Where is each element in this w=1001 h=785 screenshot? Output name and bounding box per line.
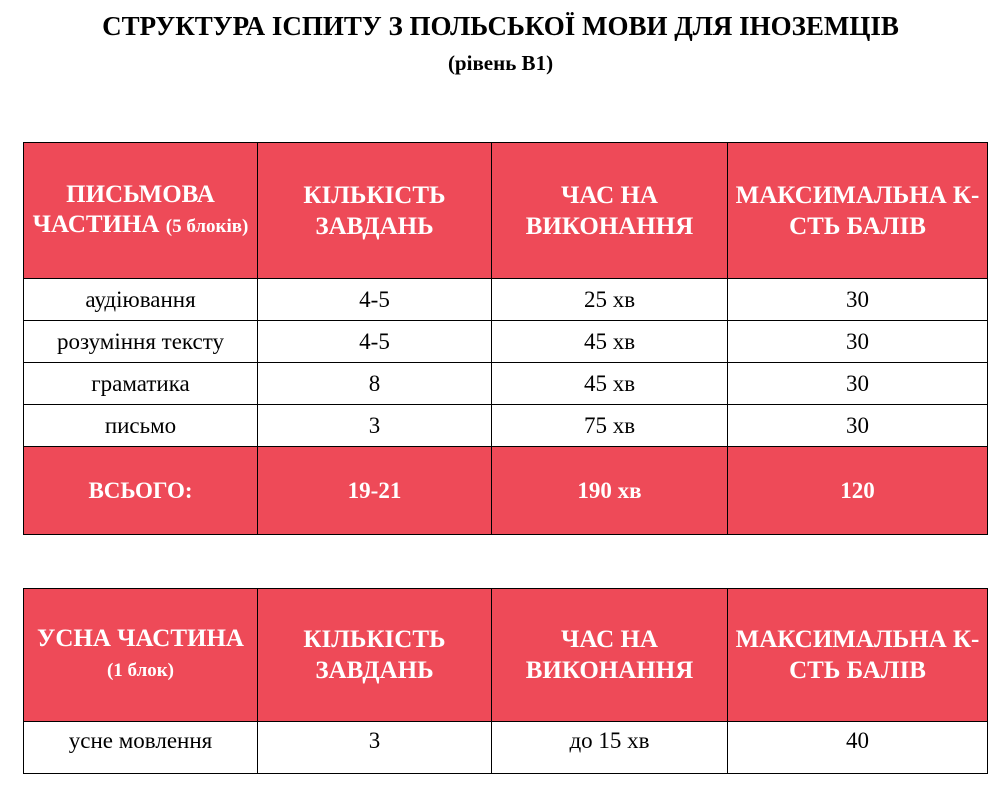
row-count: 4-5 [258, 321, 492, 363]
table-row [24, 405, 988, 447]
row-count: 3 [258, 405, 492, 447]
row-max: 30 [728, 279, 988, 321]
written-total-row [24, 447, 988, 535]
row-count: 3 [258, 722, 492, 774]
page-subtitle: (рівень В1) [447, 51, 554, 75]
table-row [24, 279, 988, 321]
row-max: 30 [728, 321, 988, 363]
oral-header-row [24, 589, 988, 722]
table-row [24, 363, 988, 405]
written-header-part-main: ПИСЬМОВА ЧАСТИНА [32, 180, 215, 238]
oral-header-max: МАКСИМАЛЬНА К-СТЬ БАЛІВ [728, 589, 988, 722]
written-part-table [23, 142, 988, 535]
oral-header-time: ЧАС НА ВИКОНАННЯ [492, 589, 728, 722]
row-time: 75 хв [492, 405, 728, 447]
written-header-count: КІЛЬКІСТЬ ЗАВДАНЬ [258, 143, 492, 279]
table-row [24, 722, 988, 774]
table-row [24, 321, 988, 363]
written-header-max: МАКСИМАЛЬНА К-СТЬ БАЛІВ [728, 143, 988, 279]
oral-header-part-note: (1 блок) [106, 660, 175, 681]
row-part: розуміння тексту [24, 321, 258, 363]
row-max: 40 [728, 722, 988, 774]
written-header-part [24, 143, 258, 279]
row-max: 30 [728, 363, 988, 405]
total-max: 120 [728, 447, 988, 535]
row-max: 30 [728, 405, 988, 447]
row-time: 45 хв [492, 363, 728, 405]
row-part: граматика [24, 363, 258, 405]
total-count: 19-21 [258, 447, 492, 535]
row-count: 4-5 [258, 279, 492, 321]
oral-header-count: КІЛЬКІСТЬ ЗАВДАНЬ [258, 589, 492, 722]
row-time: 45 хв [492, 321, 728, 363]
page-title: СТРУКТУРА ІСПИТУ З ПОЛЬСЬКОЇ МОВИ ДЛЯ ІНОЗЕМЦІВ [102, 11, 899, 41]
row-time: до 15 хв [492, 722, 728, 774]
row-count: 8 [258, 363, 492, 405]
row-part: аудіювання [24, 279, 258, 321]
written-header-part-note: (5 блоків) [165, 215, 249, 237]
row-part: письмо [24, 405, 258, 447]
row-time: 25 хв [492, 279, 728, 321]
row-part: усне мовлення [24, 722, 258, 774]
written-header-row [24, 143, 988, 279]
oral-part-table [23, 588, 988, 774]
oral-header-part [24, 589, 258, 722]
written-header-time: ЧАС НА ВИКОНАННЯ [492, 143, 728, 279]
total-label: ВСЬОГО: [24, 447, 258, 535]
total-time: 190 хв [492, 447, 728, 535]
oral-header-part-main: УСНА ЧАСТИНА [37, 625, 244, 652]
